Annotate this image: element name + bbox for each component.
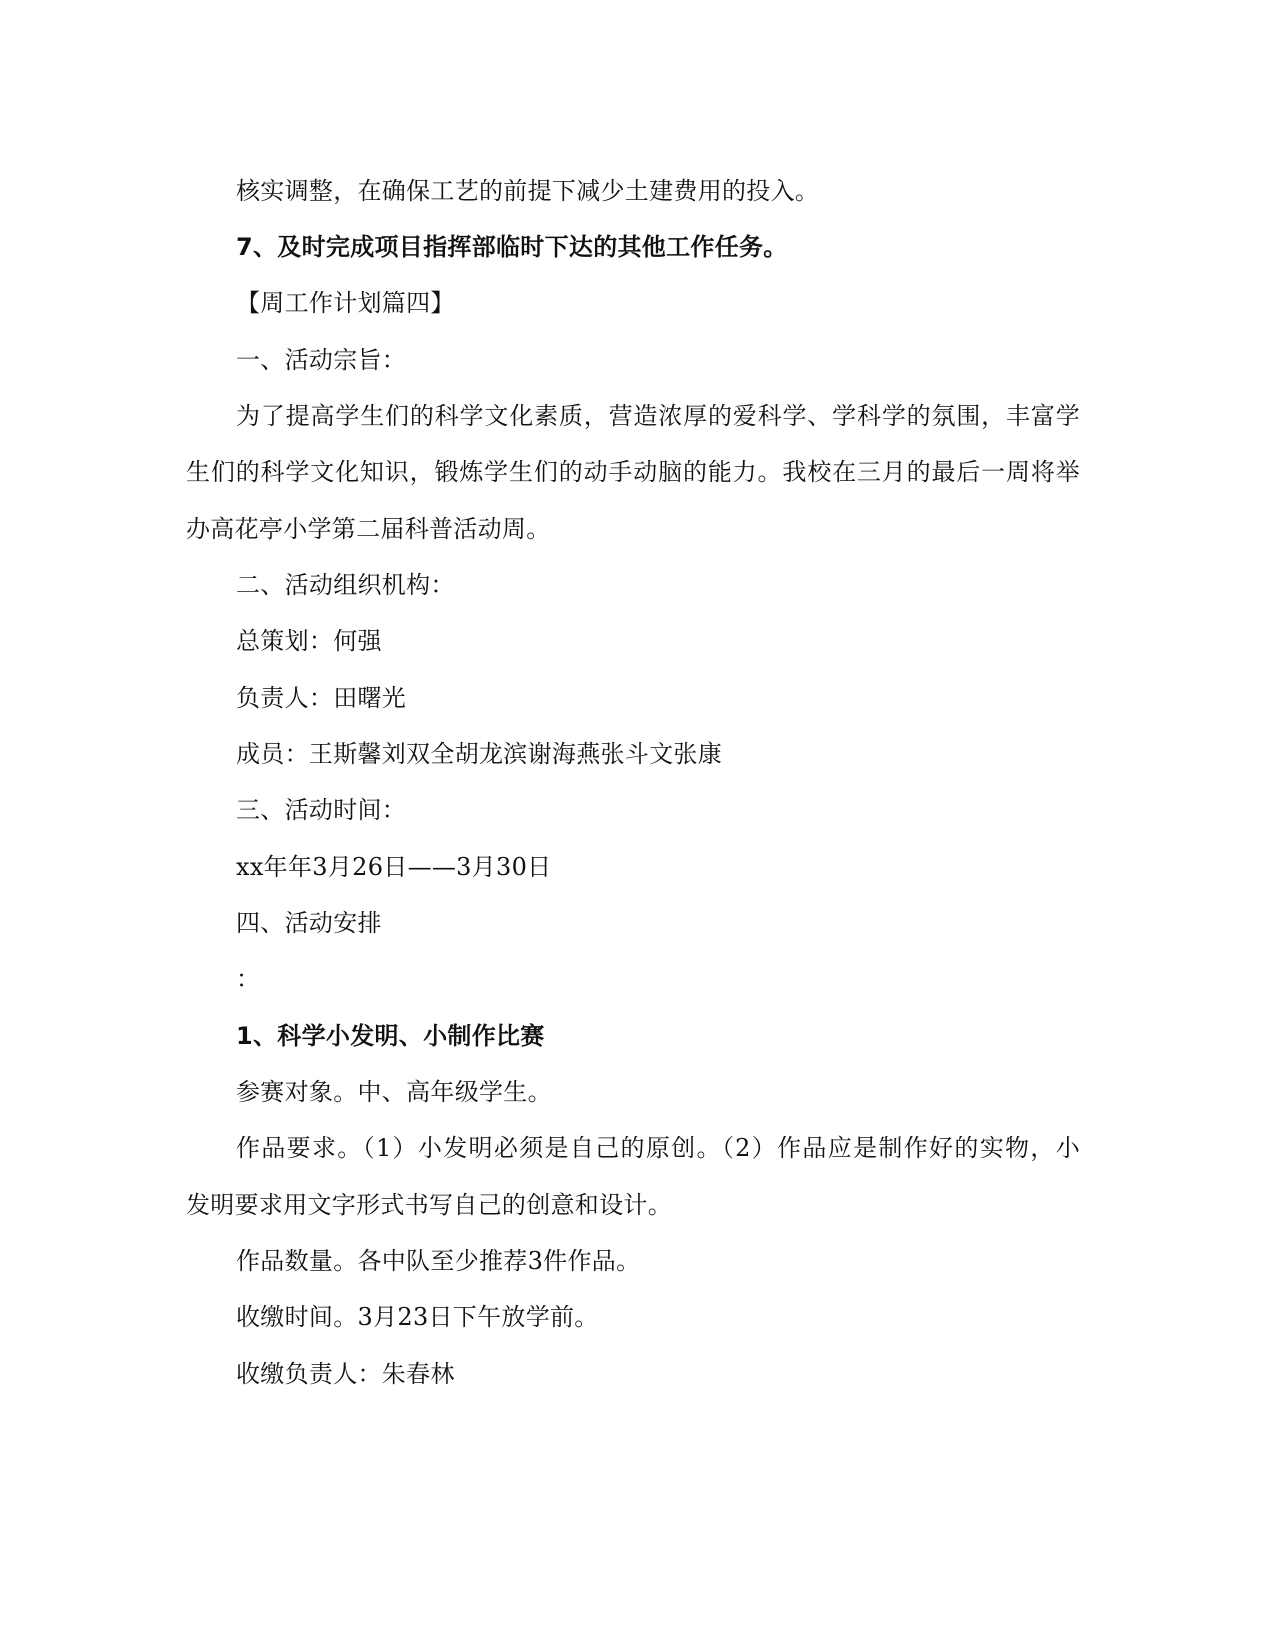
paragraph-line: 为了提高学生们的科学文化素质，营造浓厚的爱科学、学科学的氛围，丰富学 — [236, 402, 1080, 430]
heading-time: 三、活动时间： — [236, 796, 407, 824]
subheading-competition: 1、科学小发明、小制作比赛 — [236, 1022, 545, 1050]
task-item-7: 7、及时完成项目指挥部临时下达的其他工作任务。 — [236, 233, 788, 261]
deadline-line: 收缴时间。3月23日下午放学前。 — [236, 1303, 599, 1331]
heading-purpose: 一、活动宗旨： — [236, 346, 407, 374]
colon-line: ： — [236, 965, 261, 993]
requirements-line: 作品要求。（1）小发明必须是自己的原创。（2）作品应是制作好的实物，小 — [236, 1134, 1080, 1162]
heading-arrangement: 四、活动安排 — [236, 909, 382, 937]
quantity-line: 作品数量。各中队至少推荐3件作品。 — [236, 1247, 641, 1275]
participants-line: 参赛对象。中、高年级学生。 — [236, 1078, 552, 1106]
paragraph-line: 办高花亭小学第二届科普活动周。 — [186, 515, 551, 543]
paragraph-line: 核实调整，在确保工艺的前提下减少土建费用的投入。 — [236, 177, 820, 205]
requirements-line: 发明要求用文字形式书写自己的创意和设计。 — [186, 1191, 672, 1219]
collector-line: 收缴负责人：朱春林 — [236, 1360, 455, 1388]
paragraph-line: 生们的科学文化知识，锻炼学生们的动手动脑的能力。我校在三月的最后一周将举 — [186, 458, 1080, 486]
organizer-line: 总策划：何强 — [236, 627, 382, 655]
heading-organization: 二、活动组织机构： — [236, 571, 455, 599]
members-line: 成员：王斯馨刘双全胡龙滨谢海燕张斗文张康 — [236, 740, 722, 768]
leader-line: 负责人：田曙光 — [236, 684, 407, 712]
section-title: 【周工作计划篇四】 — [236, 289, 455, 317]
date-range-line: xx年年3月26日——3月30日 — [236, 853, 552, 881]
